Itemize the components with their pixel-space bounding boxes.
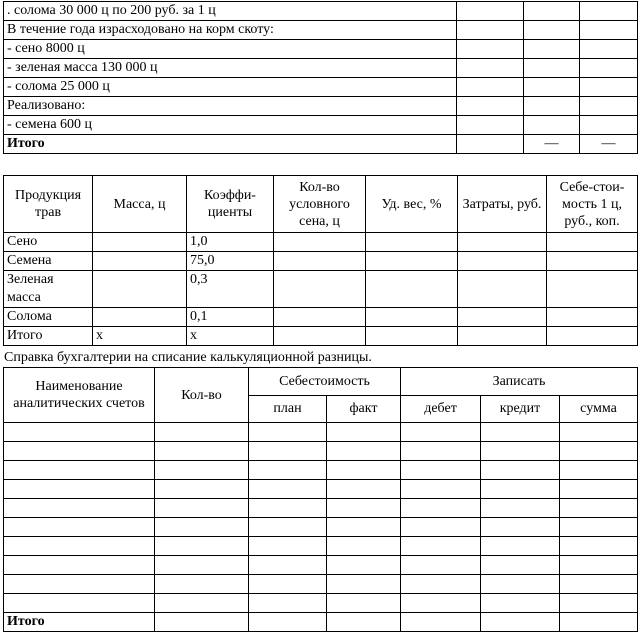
table-cell xyxy=(401,461,481,480)
table-cell xyxy=(327,518,401,537)
table-cell xyxy=(481,499,560,518)
row-label: Реализовано: xyxy=(4,97,457,116)
table-cell: — xyxy=(580,135,638,154)
table-cell xyxy=(458,252,547,271)
table-cell xyxy=(4,499,155,518)
table-cell xyxy=(580,116,638,135)
table-cell xyxy=(4,537,155,556)
ledger-table-top xyxy=(3,1,638,154)
table-cell: х xyxy=(93,327,187,346)
table-cell xyxy=(580,2,638,21)
table-cell xyxy=(274,308,366,327)
table-cell xyxy=(249,575,327,594)
table-row xyxy=(4,116,638,135)
table-cell xyxy=(580,59,638,78)
column-header: Коэффи-циенты xyxy=(187,176,274,233)
table-cell xyxy=(155,613,249,632)
table-cell xyxy=(560,556,638,575)
grass-products-table xyxy=(3,175,638,346)
table-cell xyxy=(547,271,638,308)
table-row xyxy=(4,2,638,21)
row-label: Семена xyxy=(4,252,93,271)
table-cell xyxy=(327,594,401,613)
table-cell xyxy=(249,518,327,537)
row-label: . солома 30 000 ц по 200 руб. за 1 ц xyxy=(4,2,457,21)
column-header: факт xyxy=(327,395,401,423)
total-label: Итого xyxy=(4,613,155,632)
table-cell xyxy=(458,271,547,308)
column-header: Себестоимость xyxy=(249,368,401,396)
table-cell xyxy=(249,556,327,575)
row-label: Зеленая масса xyxy=(4,271,93,308)
table-cell xyxy=(249,480,327,499)
table-cell xyxy=(481,461,560,480)
table-cell xyxy=(580,97,638,116)
table-cell xyxy=(560,423,638,442)
column-header: Записать xyxy=(401,368,638,396)
table-row xyxy=(4,40,638,59)
table-cell xyxy=(155,518,249,537)
table-cell xyxy=(481,556,560,575)
table-cell xyxy=(274,271,366,308)
table-cell xyxy=(481,594,560,613)
table-cell xyxy=(155,556,249,575)
table-cell xyxy=(457,116,524,135)
table-cell xyxy=(327,480,401,499)
table-cell xyxy=(560,499,638,518)
table-cell xyxy=(4,480,155,499)
table-row xyxy=(4,461,638,480)
table-cell xyxy=(4,461,155,480)
row-label: - семена 600 ц xyxy=(4,116,457,135)
table-cell xyxy=(401,518,481,537)
column-header: Уд. вес, % xyxy=(366,176,458,233)
table-cell: 0,1 xyxy=(187,308,274,327)
table-cell xyxy=(155,442,249,461)
table-row xyxy=(4,423,638,442)
column-header: Масса, ц xyxy=(93,176,187,233)
table-cell xyxy=(524,21,580,40)
table-cell xyxy=(249,423,327,442)
table-cell xyxy=(458,233,547,252)
table-cell xyxy=(274,233,366,252)
table-cell xyxy=(457,135,524,154)
table-cell xyxy=(458,308,547,327)
table-cell xyxy=(155,423,249,442)
table-cell xyxy=(327,556,401,575)
table-cell xyxy=(481,575,560,594)
table-cell xyxy=(327,442,401,461)
table-cell xyxy=(401,594,481,613)
table-row xyxy=(4,252,638,271)
table-cell xyxy=(274,252,366,271)
table-cell xyxy=(249,499,327,518)
table-cell: 75,0 xyxy=(187,252,274,271)
table-cell xyxy=(249,461,327,480)
table-row xyxy=(4,556,638,575)
table-cell xyxy=(249,442,327,461)
table-cell xyxy=(366,271,458,308)
table-row xyxy=(4,21,638,40)
table-cell xyxy=(547,252,638,271)
calc-difference-table xyxy=(3,367,638,632)
table-cell xyxy=(560,480,638,499)
table-cell xyxy=(327,537,401,556)
table-cell xyxy=(458,327,547,346)
table-cell xyxy=(524,40,580,59)
row-label: - солома 25 000 ц xyxy=(4,78,457,97)
column-header: Продукция трав xyxy=(4,176,93,233)
table-row xyxy=(4,308,638,327)
column-header: план xyxy=(249,395,327,423)
table-cell xyxy=(560,518,638,537)
table-cell xyxy=(560,613,638,632)
table-row xyxy=(4,59,638,78)
table-row xyxy=(4,575,638,594)
table-cell xyxy=(560,594,638,613)
header-row xyxy=(4,368,638,396)
table-cell xyxy=(481,518,560,537)
table-cell xyxy=(155,537,249,556)
table-cell xyxy=(481,480,560,499)
table-cell xyxy=(524,2,580,21)
table-cell xyxy=(4,575,155,594)
column-header: Наименование аналитических счетов xyxy=(4,368,155,423)
table-cell xyxy=(457,2,524,21)
table-row xyxy=(4,480,638,499)
table-cell xyxy=(366,308,458,327)
table-cell: х xyxy=(187,327,274,346)
table-cell xyxy=(547,327,638,346)
table-cell xyxy=(401,556,481,575)
table-cell xyxy=(401,575,481,594)
table-cell xyxy=(4,423,155,442)
total-row xyxy=(4,135,638,154)
row-label: - зеленая масса 130 000 ц xyxy=(4,59,457,78)
table-cell xyxy=(93,252,187,271)
table-cell: — xyxy=(524,135,580,154)
table-row xyxy=(4,97,638,116)
table-cell xyxy=(93,271,187,308)
table-cell xyxy=(481,613,560,632)
calc-difference-caption: Справка бухгалтерии на списание калькуляционной разницы. xyxy=(4,350,372,365)
table-cell xyxy=(4,442,155,461)
table-cell xyxy=(457,21,524,40)
table-cell xyxy=(457,40,524,59)
table-cell xyxy=(560,537,638,556)
table-cell xyxy=(327,423,401,442)
table-cell xyxy=(560,575,638,594)
table-cell xyxy=(366,252,458,271)
column-header: Кол-во условного сена, ц xyxy=(274,176,366,233)
table-cell xyxy=(524,97,580,116)
row-label: Солома xyxy=(4,308,93,327)
table-cell xyxy=(93,308,187,327)
table-cell xyxy=(401,499,481,518)
table-cell xyxy=(524,116,580,135)
table-cell xyxy=(580,21,638,40)
table-row xyxy=(4,78,638,97)
table-cell xyxy=(249,613,327,632)
table-cell xyxy=(366,233,458,252)
table-row xyxy=(4,327,638,346)
table-cell xyxy=(249,537,327,556)
table-cell: 0,3 xyxy=(187,271,274,308)
table-cell xyxy=(274,327,366,346)
table-cell xyxy=(481,442,560,461)
table-cell xyxy=(457,59,524,78)
table-cell xyxy=(155,480,249,499)
column-header: Себе-стои-мость 1 ц, руб., коп. xyxy=(547,176,638,233)
row-label: Сено xyxy=(4,233,93,252)
column-header: сумма xyxy=(560,395,638,423)
row-label: В течение года израсходовано на корм скоту: xyxy=(4,21,457,40)
table-cell xyxy=(481,423,560,442)
table-cell xyxy=(93,233,187,252)
table-cell xyxy=(457,78,524,97)
column-header: кредит xyxy=(481,395,560,423)
table-cell xyxy=(481,537,560,556)
table-cell xyxy=(560,461,638,480)
table-cell xyxy=(401,423,481,442)
table-cell xyxy=(560,442,638,461)
table-cell xyxy=(457,97,524,116)
table-cell xyxy=(327,461,401,480)
table-cell xyxy=(155,461,249,480)
table-cell xyxy=(547,233,638,252)
table-cell xyxy=(366,327,458,346)
table-cell xyxy=(524,78,580,97)
table-row xyxy=(4,518,638,537)
total-label: Итого xyxy=(4,135,457,154)
table-cell xyxy=(327,613,401,632)
row-label: Итого xyxy=(4,327,93,346)
table-row xyxy=(4,499,638,518)
table-cell xyxy=(547,308,638,327)
table-row xyxy=(4,537,638,556)
table-cell xyxy=(155,575,249,594)
total-row xyxy=(4,613,638,632)
table-cell xyxy=(4,594,155,613)
table-cell xyxy=(524,59,580,78)
table-cell xyxy=(580,78,638,97)
table-cell xyxy=(327,575,401,594)
table-cell xyxy=(155,594,249,613)
table-cell xyxy=(401,480,481,499)
column-header: дебет xyxy=(401,395,481,423)
table-row xyxy=(4,271,638,308)
table-cell xyxy=(401,442,481,461)
table-cell xyxy=(401,537,481,556)
table-row xyxy=(4,233,638,252)
table-cell xyxy=(4,556,155,575)
header-row xyxy=(4,176,638,233)
table-cell xyxy=(580,40,638,59)
table-cell xyxy=(401,613,481,632)
table-cell xyxy=(4,518,155,537)
table-cell xyxy=(327,499,401,518)
table-row xyxy=(4,442,638,461)
column-header: Затраты, руб. xyxy=(458,176,547,233)
table-cell: 1,0 xyxy=(187,233,274,252)
table-cell xyxy=(155,499,249,518)
column-header: Кол-во xyxy=(155,368,249,423)
table-row xyxy=(4,594,638,613)
table-cell xyxy=(249,594,327,613)
row-label: - сено 8000 ц xyxy=(4,40,457,59)
